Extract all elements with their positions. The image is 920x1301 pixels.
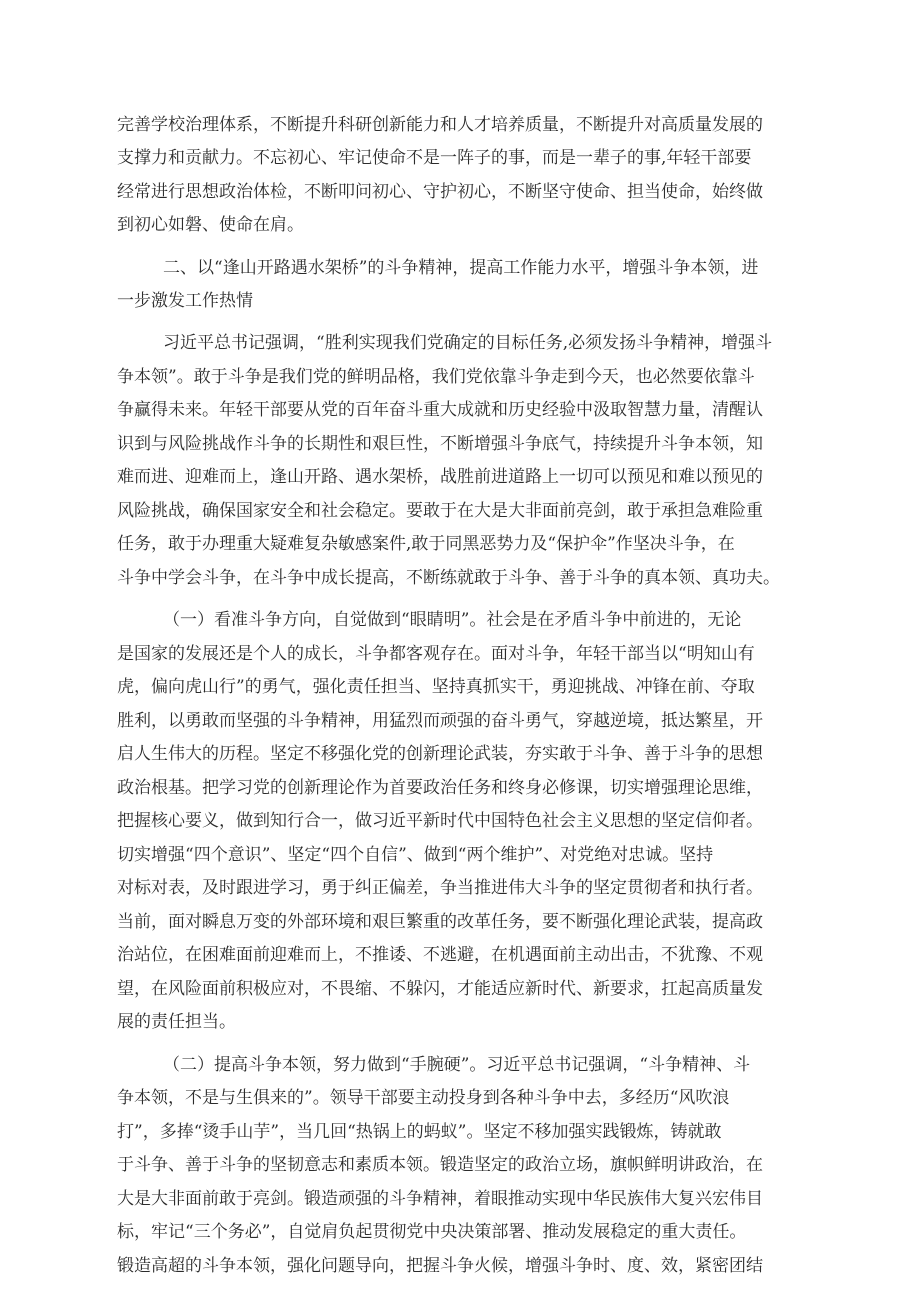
body-text-line: 虎，偏向虎山行”的勇气，强化责任担当、坚持真抓实干，勇迎挑战、冲锋在前、夺取 [117,677,755,697]
body-text-line: 当前，面对瞬息万变的外部环境和艰巨繁重的改革任务，要不断强化理论武装，提高政 [117,912,763,932]
body-text-line: 大是大非面前敢于亮剑。锻造顽强的斗争精神，着眼推动实现中华民族伟大复兴宏伟目 [117,1189,763,1209]
body-text-line: 支撑力和贡献力。不忘初心、牢记使命不是一阵子的事，而是一辈子的事,年轻干部要 [117,148,752,168]
body-text-line: 标，牢记“三个务必”，自觉肩负起贯彻党中央决策部署、推动发展稳定的重大责任。 [117,1222,747,1242]
body-text-line: 把握核心要义，做到知行合一，做习近平新时代中国特色社会主义思想的坚定信仰者。 [117,811,763,831]
body-text-line: 展的责任担当。 [117,1012,236,1032]
body-text-line: 治站位，在困难面前迎难而上，不推诿、不逃避，在机遇面前主动出击，不犹豫、不观 [117,945,763,965]
body-text-line: 胜利，以勇敢而坚强的斗争精神，用猛烈而顽强的奋斗勇气，穿越逆境，抵达繁星，开 [117,711,763,731]
body-text-line: 经常进行思想政治体检，不断叩问初心、守护初心，不断坚守使命、担当使命，始终做 [117,182,763,202]
body-text-line: 识到与风险挑战作斗争的长期性和艰巨性，不断增强斗争底气，持续提升斗争本领，知 [117,434,763,454]
body-text-line: 锻造高超的斗争本领，强化问题导向，把握斗争火候，增强斗争时、度、效，紧密团结 [117,1256,763,1276]
body-text-line: 望，在风险面前积极应对，不畏缩、不躲闪，才能适应新时代、新要求，扛起高质量发 [117,979,763,999]
body-text-line: 习近平总书记强调，“胜利实现我们党确定的目标任务,必须发扬斗争精神，增强斗 [163,333,773,353]
body-text-line: 切实增强“四个意识”、坚定“四个自信”、做到“两个维护”、对党绝对忠诚。坚持 [117,845,714,865]
body-text-line: 政治根基。把学习党的创新理论作为首要政治任务和终身必修课，切实增强理论思维， [117,778,763,798]
body-text-line: 争本领，不是与生俱来的”。领导干部要主动投身到各种斗争中去，多经历“风吹浪 [117,1088,730,1108]
body-text-line: 完善学校治理体系，不断提升科研创新能力和人才培养质量，不断提升对高质量发展的 [117,115,763,135]
body-text-line: 争本领”。敢于斗争是我们党的鲜明品格，我们党依靠斗争走到今天，也必然要依靠斗 [117,367,755,387]
body-text-line: 对标对表，及时跟进学习，勇于纠正偏差，争当推进伟大斗争的坚定贯彻者和执行者。 [117,878,763,898]
body-text-line: 启人生伟大的历程。坚定不移强化党的创新理论武装，夯实敢于斗争、善于斗争的思想 [117,744,763,764]
body-text-line: 打”，多捧“烫手山芋”，当几回“热锅上的蚂蚁”。坚定不移加强实践锻炼，铸就敢 [117,1122,722,1142]
section-heading-line: 一步激发工作热情 [117,291,253,311]
body-text-line: 于斗争、善于斗争的坚韧意志和素质本领。锻造坚定的政治立场，旗帜鲜明讲政治，在 [117,1155,763,1175]
body-text-line: 到初心如磐、使命在肩。 [117,215,304,235]
subsection-text-line: （二）提高斗争本领，努力做到“手腕硬”。习近平总书记强调，“斗争精神、斗 [163,1055,751,1075]
body-text-line: 斗争中学会斗争，在斗争中成长提高，不断练就敢于斗争、善于斗争的真本领、真功夫。 [117,568,780,588]
body-text-line: 难而进、迎难而上，逢山开路、遇水架桥，战胜前进道路上一切可以预见和难以预见的 [117,467,763,487]
section-heading-line: 二、以“逢山开路遇水架桥”的斗争精神，提高工作能力水平，增强斗争本领，进 [163,258,759,278]
body-text-line: 是国家的发展还是个人的成长，斗争都客观存在。面对斗争，年轻干部当以“明知山有 [117,644,755,664]
body-text-line: 争赢得未来。年轻干部要从党的百年奋斗重大成就和历史经验中汲取智慧力量，清醒认 [117,400,763,420]
subsection-text-line: （一）看准斗争方向，自觉做到“眼睛明”。社会是在矛盾斗争中前进的，无论 [163,610,742,630]
body-text-line: 任务，敢于办理重大疑难复杂敏感案件,敢于同黑恶势力及“保护伞”作坚决斗争，在 [117,534,735,554]
body-text-line: 风险挑战，确保国家安全和社会稳定。要敢于在大是大非面前亮剑，敢于承担急难险重 [117,501,763,521]
